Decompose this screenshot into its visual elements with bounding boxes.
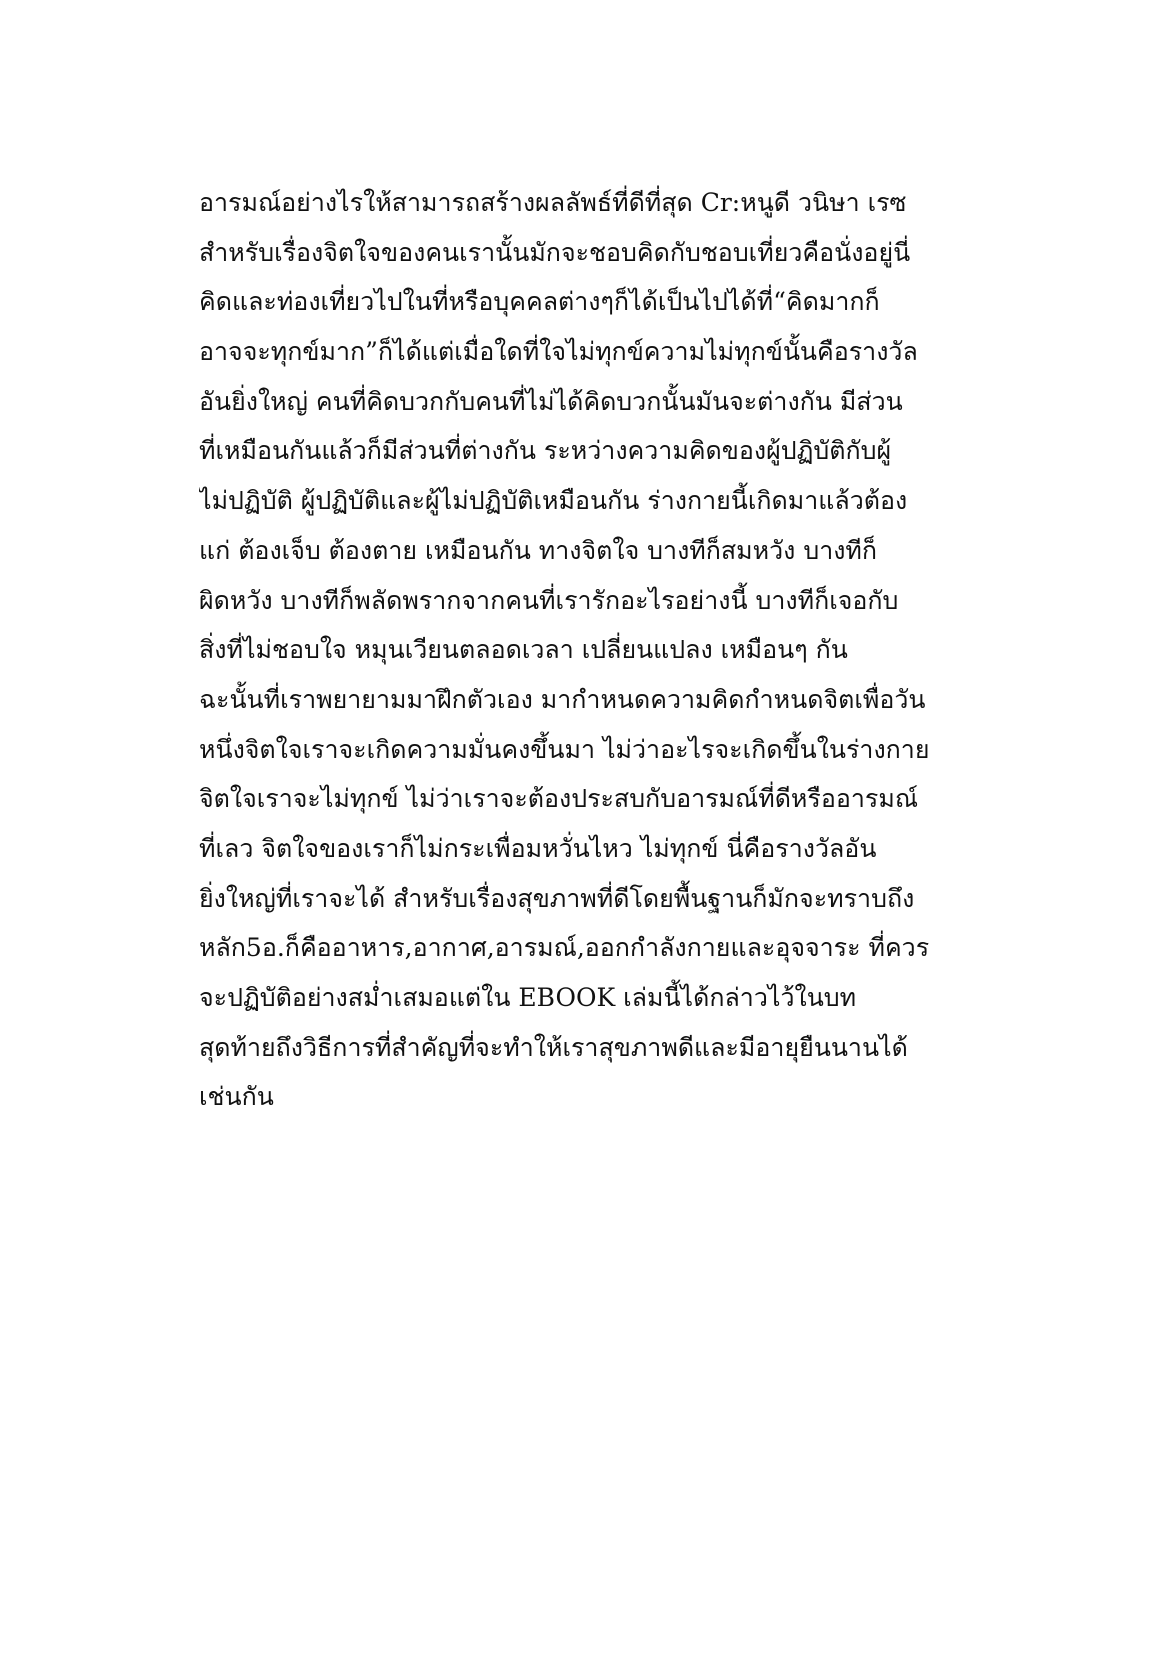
text-line-2: สำหรับเรื่องจิตใจของคนเรานั้นมักจะชอบคิดกับชอบเที่ยวคือนั่งอยู่นี่ [199, 237, 911, 267]
text-line-11: ฉะนั้นที่เราพยายามมาฝึกตัวเอง มากำหนดความคิดกำหนดจิตเพื่อวัน [199, 684, 926, 714]
text-line-19: เช่นกัน [199, 1082, 274, 1112]
text-line-5: อันยิ่งใหญ่ คนที่คิดบวกกับคนที่ไม่ได้คิดบวกนั้นมันจะต่างกัน มีส่วน [199, 386, 903, 416]
text-line-3: คิดและท่องเที่ยวไปในที่หรือบุคคลต่างๆก็ได้เป็นไปได้ที่“คิดมากก็ [199, 287, 880, 317]
text-line-9: ผิดหวัง บางทีก็พลัดพรากจากคนที่เรารักอะไรอย่างนี้ บางทีก็เจอกับ [199, 585, 899, 615]
text-line-7: ไม่ปฏิบัติ ผู้ปฏิบัติและผู้ไม่ปฏิบัติเหมือนกัน ร่างกายนี้เกิดมาแล้วต้อง [199, 486, 908, 516]
text-line-16: หลัก5อ.ก็คืออาหาร,อากาศ,อารมณ์,ออกกำลังกายและอุจจาระ ที่ควร [199, 933, 930, 963]
text-line-17: จะปฏิบัติอย่างสม่ำเสมอแต่ใน EBOOK เล่มนี้ได้กล่าวไว้ในบท [199, 983, 857, 1012]
text-line-4: อาจจะทุกข์มาก”ก็ได้แต่เมื่อใดที่ใจไม่ทุกข์ความไม่ทุกข์นั้นคือรางวัล [199, 337, 918, 367]
body-text [199, 178, 979, 1122]
text-line-8: แก่ ต้องเจ็บ ต้องตาย เหมือนกัน ทางจิตใจ บางทีก็สมหวัง บางทีก็ [199, 535, 878, 565]
text-line-12: หนึ่งจิตใจเราจะเกิดความมั่นคงขึ้นมา ไม่ว่าอะไรจะเกิดขึ้นในร่างกาย [199, 734, 930, 764]
text-line-18: สุดท้ายถึงวิธีการที่สำคัญที่จะทำให้เราสุขภาพดีและมีอายุยืนนานได้ [199, 1032, 908, 1062]
text-line-10: สิ่งที่ไม่ชอบใจ หมุนเวียนตลอดเวลา เปลี่ยนแปลง เหมือนๆ กัน [199, 635, 848, 665]
text-line-6: ที่เหมือนกันแล้วก็มีส่วนที่ต่างกัน ระหว่างความคิดของผู้ปฏิบัติกับผู้ [199, 436, 892, 466]
text-line-14: ที่เลว จิตใจของเราก็ไม่กระเพื่อมหวั่นไหว ไม่ทุกข์ นี่คือรางวัลอัน [199, 833, 877, 863]
text-line-13: จิตใจเราจะไม่ทุกข์ ไม่ว่าเราจะต้องประสบกับอารมณ์ที่ดีหรืออารมณ์ [199, 784, 919, 814]
text-line-1: อารมณ์อย่างไรให้สามารถสร้างผลลัพธ์ที่ดีที่สุด Cr:หนูดี วนิษา เรซ [199, 188, 907, 217]
text-line-15: ยิ่งใหญ่ที่เราจะได้ สำหรับเรื่องสุขภาพที่ดีโดยพื้นฐานก็มักจะทราบถึง [199, 883, 915, 913]
